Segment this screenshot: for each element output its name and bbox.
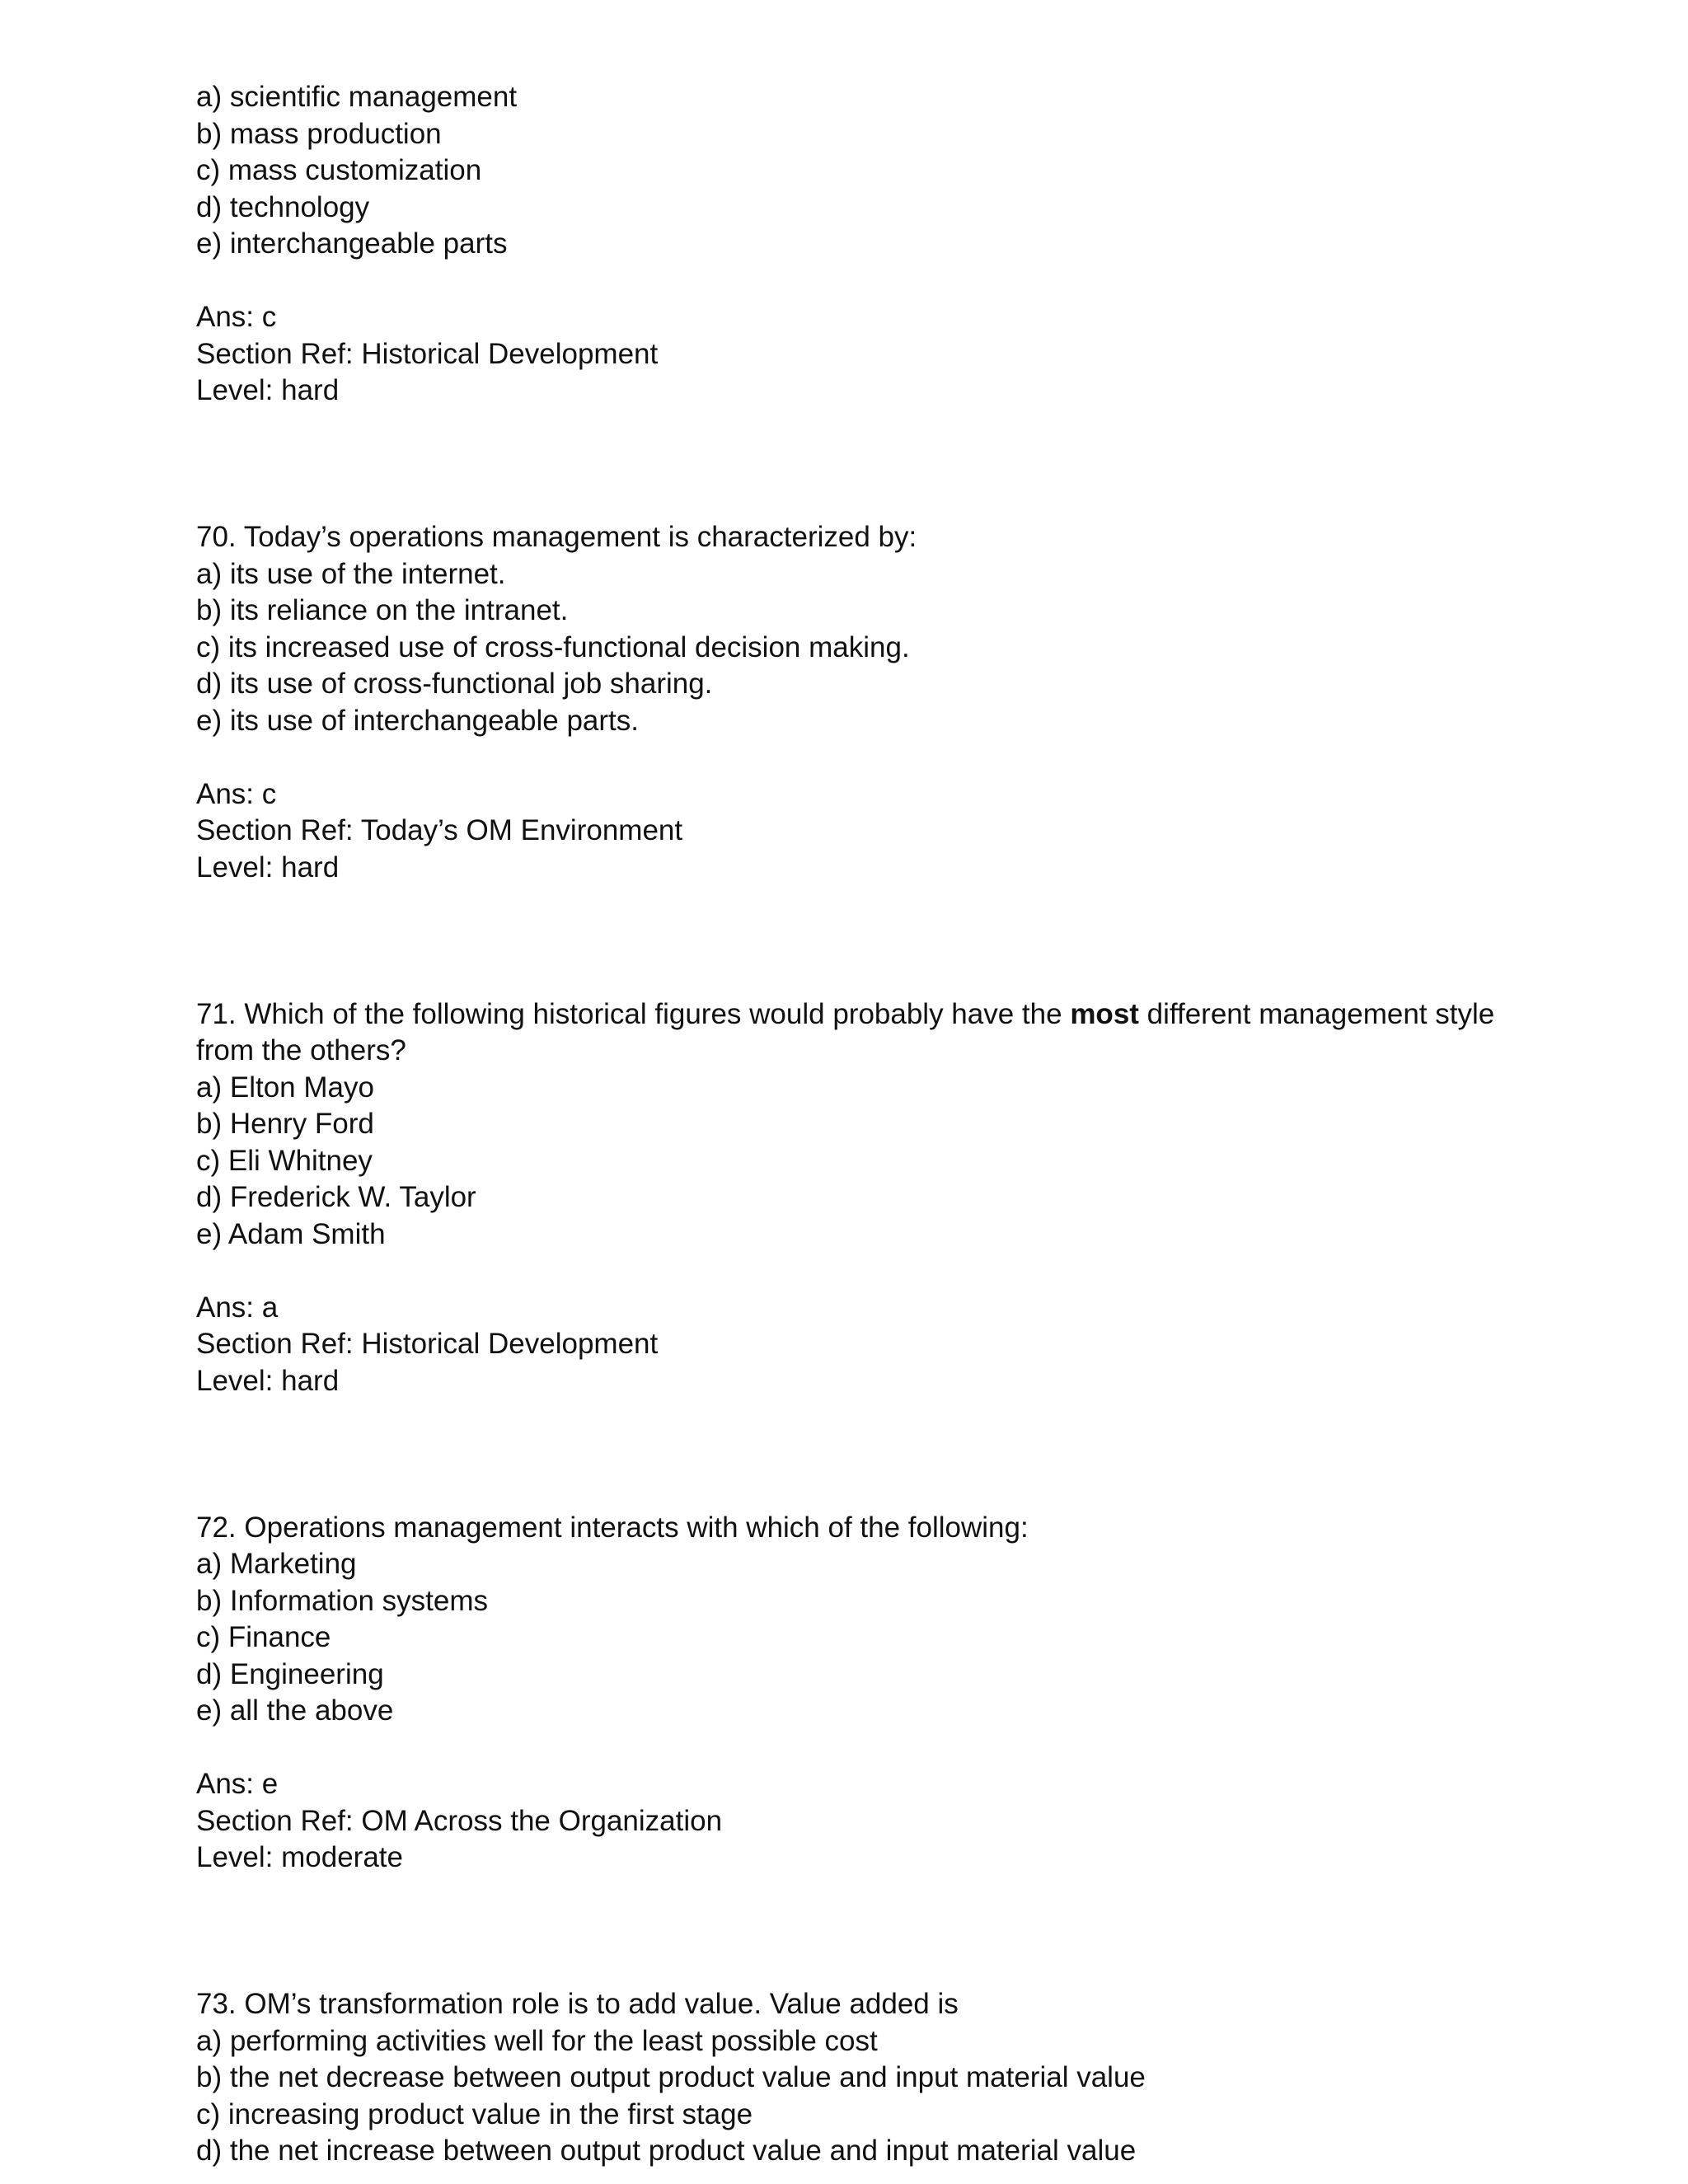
question-carryover — [196, 79, 1498, 410]
level: Level: moderate — [196, 1841, 403, 1873]
stem-text-end: different management style — [1138, 997, 1495, 1030]
answer: Ans: c — [196, 301, 277, 333]
level: Level: hard — [196, 374, 340, 406]
option-c: c) Finance — [196, 1621, 331, 1653]
stem-emphasis: most — [1070, 997, 1139, 1030]
option-b: b) the net decrease between output product value and input material value — [196, 2061, 1146, 2093]
question-stem: 72. Operations management interacts with which of the following: — [196, 1511, 1029, 1544]
option-b: b) Information systems — [196, 1584, 488, 1617]
answer: Ans: c — [196, 777, 277, 810]
answer: Ans: e — [196, 1768, 279, 1800]
option-b: b) its reliance on the intranet. — [196, 594, 569, 626]
question-stem-continued: from the others? — [196, 1034, 406, 1066]
question-stem — [196, 996, 1498, 1033]
question-71 — [196, 996, 1498, 1400]
question-stem: 70. Today’s operations management is characterized by: — [196, 521, 917, 553]
option-d: d) technology — [196, 190, 370, 223]
option-c: c) increasing product value in the first stage — [196, 2097, 753, 2130]
option-a: a) performing activities well for the least possible cost — [196, 2024, 878, 2057]
answer: Ans: a — [196, 1291, 279, 1324]
section-ref: Section Ref: Historical Development — [196, 1328, 659, 1360]
option-c: c) mass customization — [196, 154, 482, 186]
option-e: e) all the above — [196, 1694, 394, 1727]
option-a: a) its use of the internet. — [196, 557, 506, 590]
option-a: a) scientific management — [196, 81, 518, 113]
option-e: e) interchangeable parts — [196, 227, 508, 260]
question-stem: 73. OM’s transformation role is to add value. Value added is — [196, 1988, 959, 2020]
option-d: d) the net increase between output product value and input material value — [196, 2135, 1137, 2167]
option-e: e) its use of interchangeable parts. — [196, 704, 639, 737]
option-a: a) Marketing — [196, 1548, 357, 1580]
section-ref: Section Ref: OM Across the Organization — [196, 1804, 723, 1837]
option-d: d) Engineering — [196, 1657, 384, 1690]
option-a: a) Elton Mayo — [196, 1071, 374, 1104]
option-e: e) Adam Smith — [196, 1217, 386, 1250]
question-70 — [196, 519, 1498, 886]
option-b: b) mass production — [196, 117, 442, 150]
section-ref: Section Ref: Today’s OM Environment — [196, 814, 683, 846]
document-page — [196, 79, 1498, 2170]
question-73 — [196, 1986, 1498, 2170]
question-72 — [196, 1510, 1498, 1877]
option-d: d) Frederick W. Taylor — [196, 1181, 476, 1213]
level: Level: hard — [196, 851, 340, 883]
level: Level: hard — [196, 1364, 340, 1397]
option-d: d) its use of cross-functional job sharing. — [196, 668, 713, 700]
option-c: c) Eli Whitney — [196, 1144, 373, 1177]
option-c: c) its increased use of cross-functional decision making. — [196, 630, 910, 663]
section-ref: Section Ref: Historical Development — [196, 337, 659, 370]
option-b: b) Henry Ford — [196, 1108, 374, 1140]
stem-text: 71. Which of the following historical figures would probably have the — [196, 997, 1071, 1030]
